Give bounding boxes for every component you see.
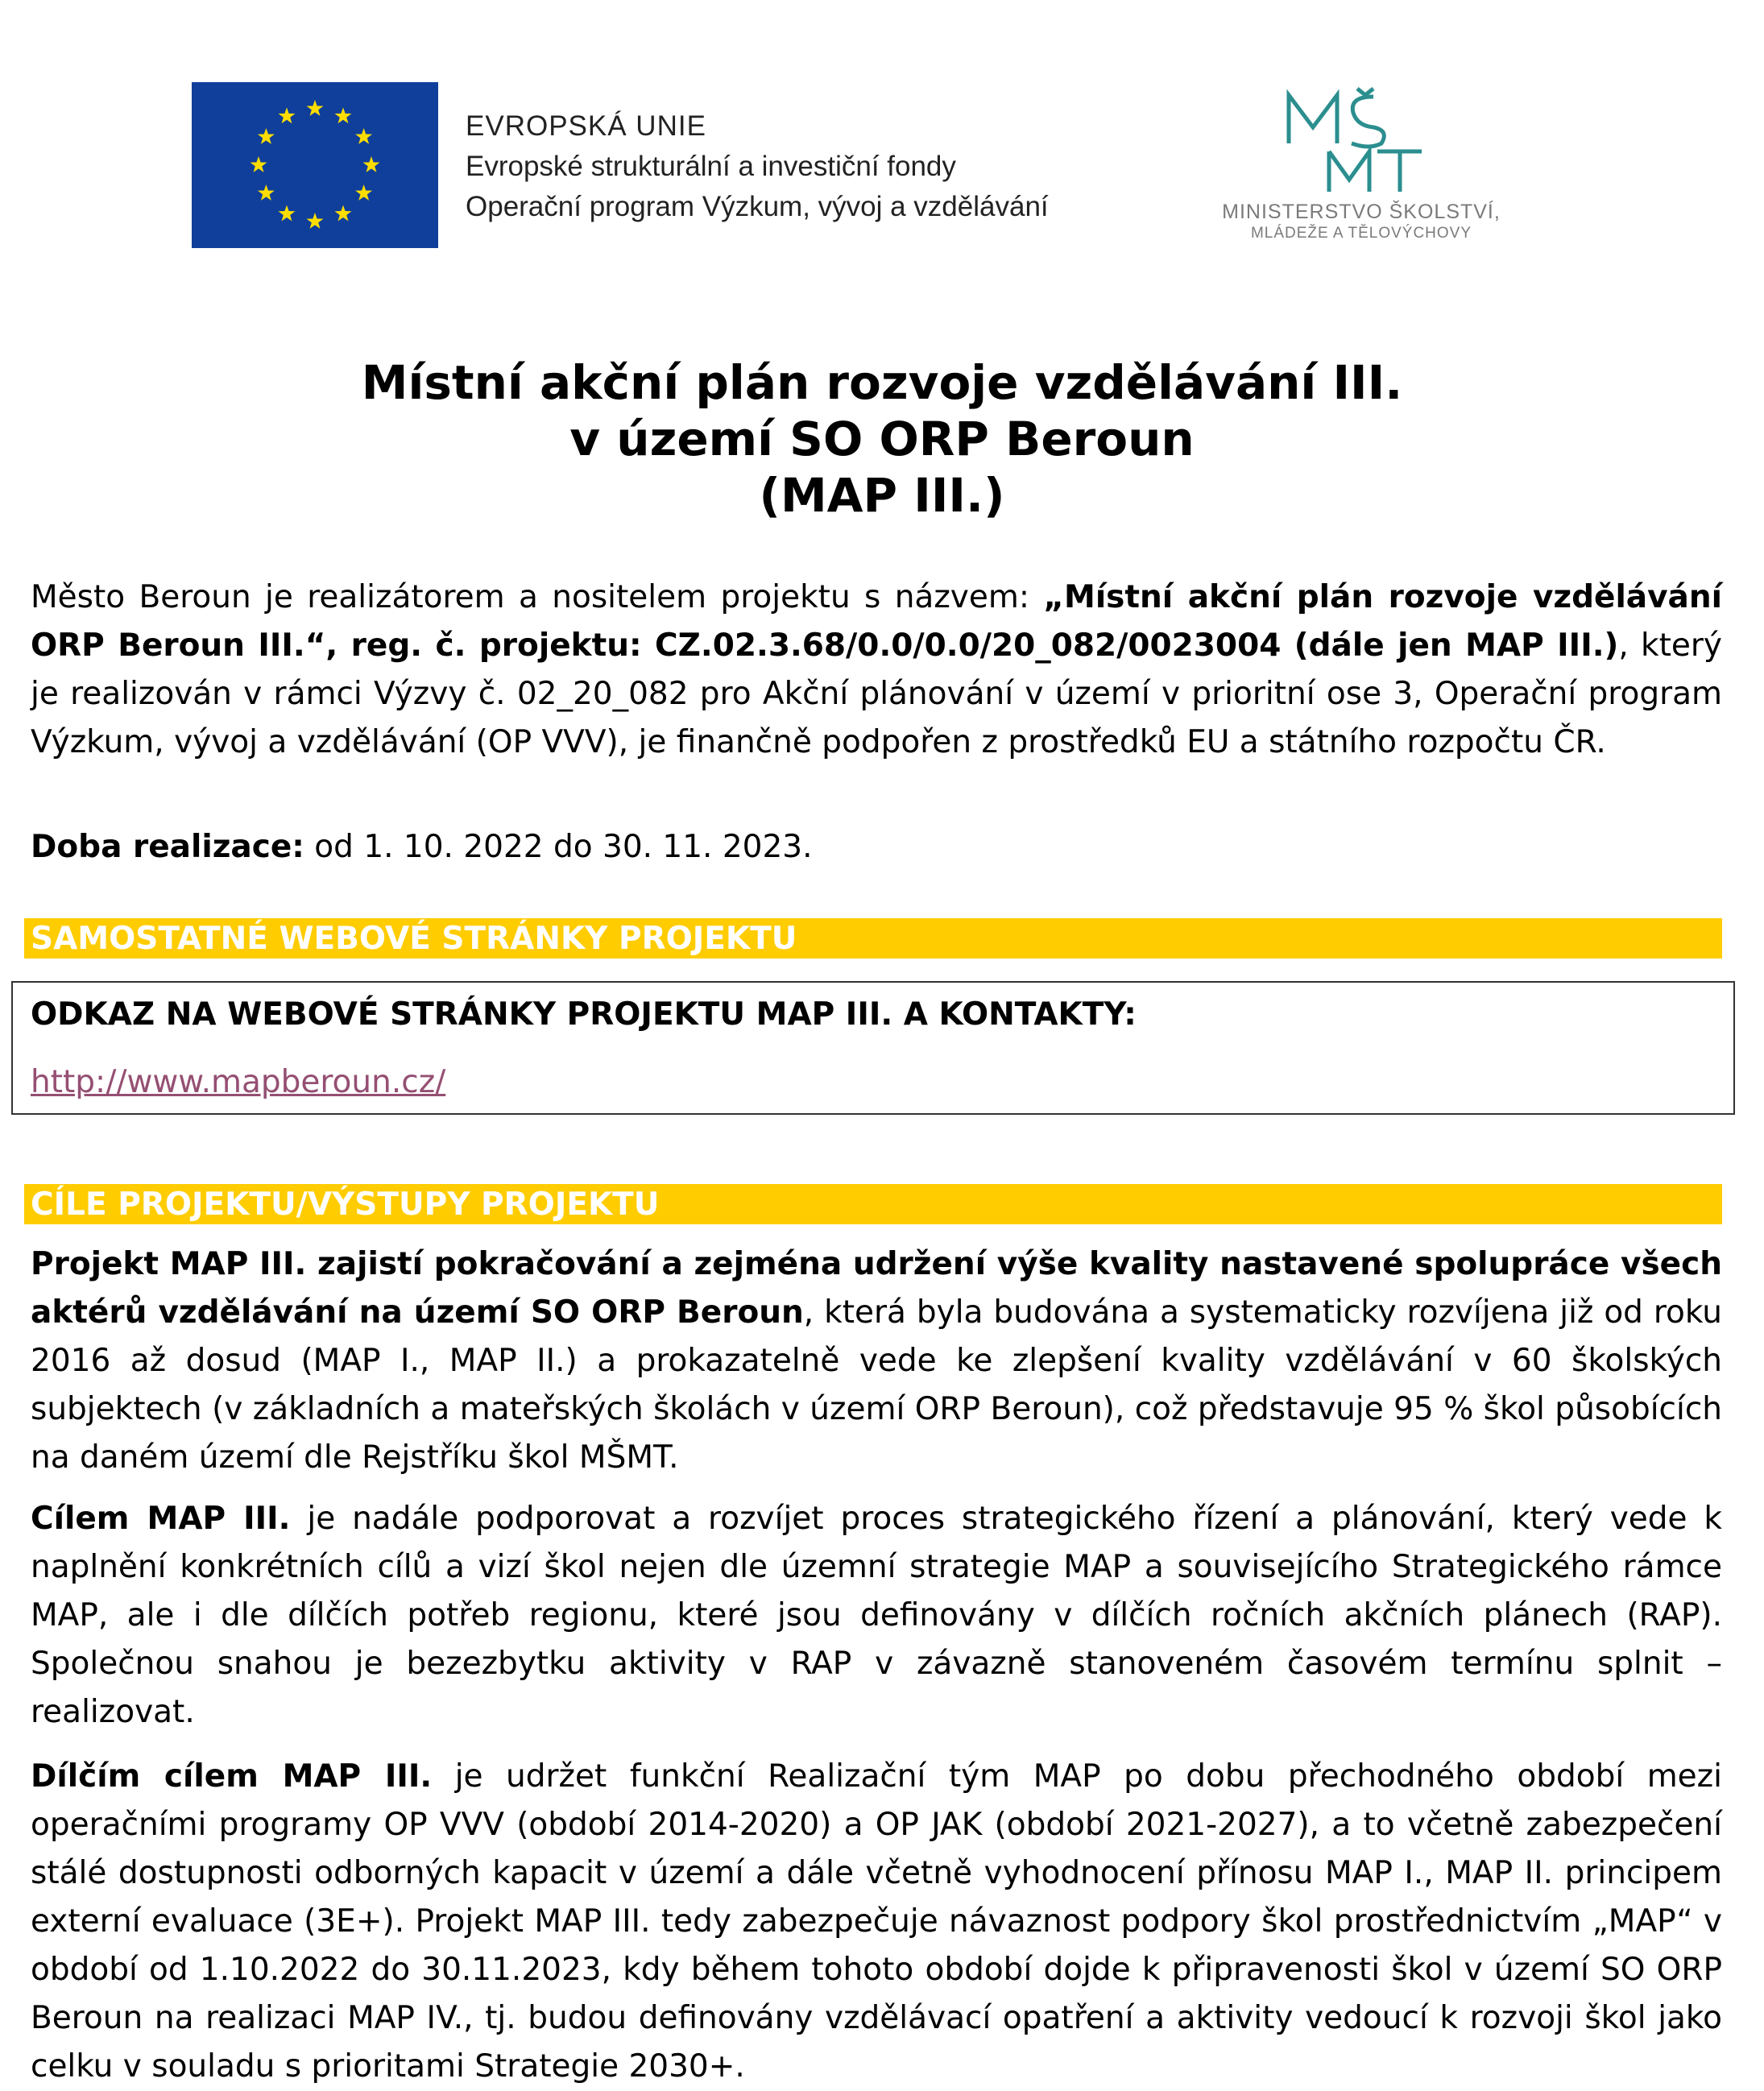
eu-star-icon (258, 128, 275, 144)
goals-p1-text: , která byla budována a systematicky rozvíjena již od roku 2016 až dosud (MAP I., MAP II.) a prokazatelně vede ke zlepšení kvality vzdělávání v 60 školských subjektech (v základních a mateřských školách v území ORP Beroun), což představuje 95 % škol působících na daném území dle Rejstříku škol MŠMT. (31, 1294, 1723, 1476)
intro-project-name: „Místní akční plán rozvoje vzdělávání ORP Beroun III.“, reg. č. projektu: CZ.02.3.68/0.0/0.0/20_082/0023004 (dále jen MAP III.) (31, 579, 1723, 664)
msmt-logo (1192, 87, 1530, 248)
realization-value: od 1. 10. 2022 do 30. 11. 2023. (304, 829, 813, 865)
project-website-link[interactable]: http://www.mapberoun.cz/ (31, 1064, 446, 1100)
eu-star-icon (355, 184, 372, 201)
eu-star-icon (363, 156, 380, 172)
goals-paragraph-2 (31, 1495, 1722, 1737)
eu-line-1: EVROPSKÁ UNIE (466, 110, 706, 142)
eu-flag-logo (192, 82, 438, 248)
intro-text-a: Město Beroun je realizátorem a nositelem projektu s názvem: (31, 579, 1044, 615)
msmt-emblem-icon (1281, 87, 1442, 196)
eu-star-icon (251, 156, 267, 172)
eu-line-2: Evropské strukturální a investiční fondy (466, 151, 956, 182)
section-bar-websites: SAMOSTATNÉ WEBOVÉ STRÁNKY PROJEKTU (24, 918, 1722, 959)
eu-star-icon (279, 107, 296, 123)
goals-p1-bold: Projekt MAP III. zajistí pokračování a zejména udržení výše kvality nastavené spolupráce všech aktérů vzdělávání na území SO ORP Beroun (31, 1246, 1722, 1331)
eu-star-icon (307, 100, 324, 116)
goals-p3-text: je udržet funkční Realizační tým MAP po dobu přechodného období mezi operačními programy OP VVV (období 2014-2020) a OP JAK (období 2021-2027), a to včetně zabezpečení stálé dostupnosti odborných kapacit v území a dále včetně vyhodnocení přínosu MAP I., MAP II. principem externí evaluace (3E+). Projekt MAP III. tedy zabezpečuje návaznost podpory škol prostřednictvím „MAP“ v období od 1.10.2022 do 30.11.2023, kdy během tohoto období dojde k připravenosti škol v území SO ORP Beroun na realizaci MAP IV., tj. budou definovány vzdělávací opatření a aktivity vedoucí k rozvoji škol jako celku v souladu s prioritami Strategie 2030+. (31, 1758, 1722, 2085)
goals-p2-text: je nadále podporovat a rozvíjet proces strategického řízení a plánování, který vede k naplnění konkrétních cílů a vizí škol nejen dle územní strategie MAP a souvisejícího Strategického rámce MAP, ale i dle dílčích potřeb regionu, které jsou definovány v dílčích ročních akčních plánech (RAP). Společnou snahou je bezezbytku aktivity v RAP v závazně stanoveném časovém termínu splnit – realizovat. (31, 1501, 1722, 1730)
intro-paragraph (31, 573, 1722, 767)
page-title (0, 354, 1764, 524)
eu-text-block (466, 106, 1049, 227)
eu-star-icon (307, 213, 324, 229)
eu-star-icon (335, 107, 352, 123)
goals-paragraph-3 (31, 1753, 1722, 2091)
eu-stars-icon (192, 82, 438, 248)
eu-star-icon (355, 128, 372, 144)
eu-star-icon (335, 205, 352, 222)
eu-line-3: Operační program Výzkum, vývoj a vzdělávání (466, 191, 1049, 222)
link-box-heading: ODKAZ NA WEBOVÉ STRÁNKY PROJEKTU MAP III. A KONTAKTY: (31, 996, 1137, 1033)
eu-star-icon (258, 184, 275, 201)
eu-star-icon (279, 205, 296, 222)
title-line-3: (MAP III.) (759, 468, 1005, 523)
realization-label: Doba realizace: (31, 829, 304, 865)
msmt-caption-line-2: MLÁDEŽE A TĚLOVÝCHOVY (1250, 225, 1472, 242)
title-line-1: Místní akční plán rozvoje vzdělávání III. (361, 355, 1403, 410)
realization-period (31, 823, 1722, 872)
goals-paragraph-1 (31, 1240, 1722, 1482)
msmt-caption-line-1: MINISTERSTVO ŠKOLSTVÍ, (1222, 201, 1501, 223)
goals-p3-bold: Dílčím cílem MAP III. (31, 1758, 433, 1795)
section-bar-goals: CÍLE PROJEKTU/VÝSTUPY PROJEKTU (24, 1184, 1722, 1224)
title-line-2: v území SO ORP Beroun (569, 412, 1195, 466)
goals-p2-bold: Cílem MAP III. (31, 1501, 291, 1537)
project-link-box (11, 981, 1735, 1115)
intro-text-c: , který je realizován v rámci Výzvy č. 02_20_082 pro Akční plánování v území v prioritní ose 3, Operační program Výzkum, vývoj a vzdělávání (OP VVV), je finančně podpořen z prostředků EU a státního rozpočtu ČR. (31, 627, 1722, 760)
